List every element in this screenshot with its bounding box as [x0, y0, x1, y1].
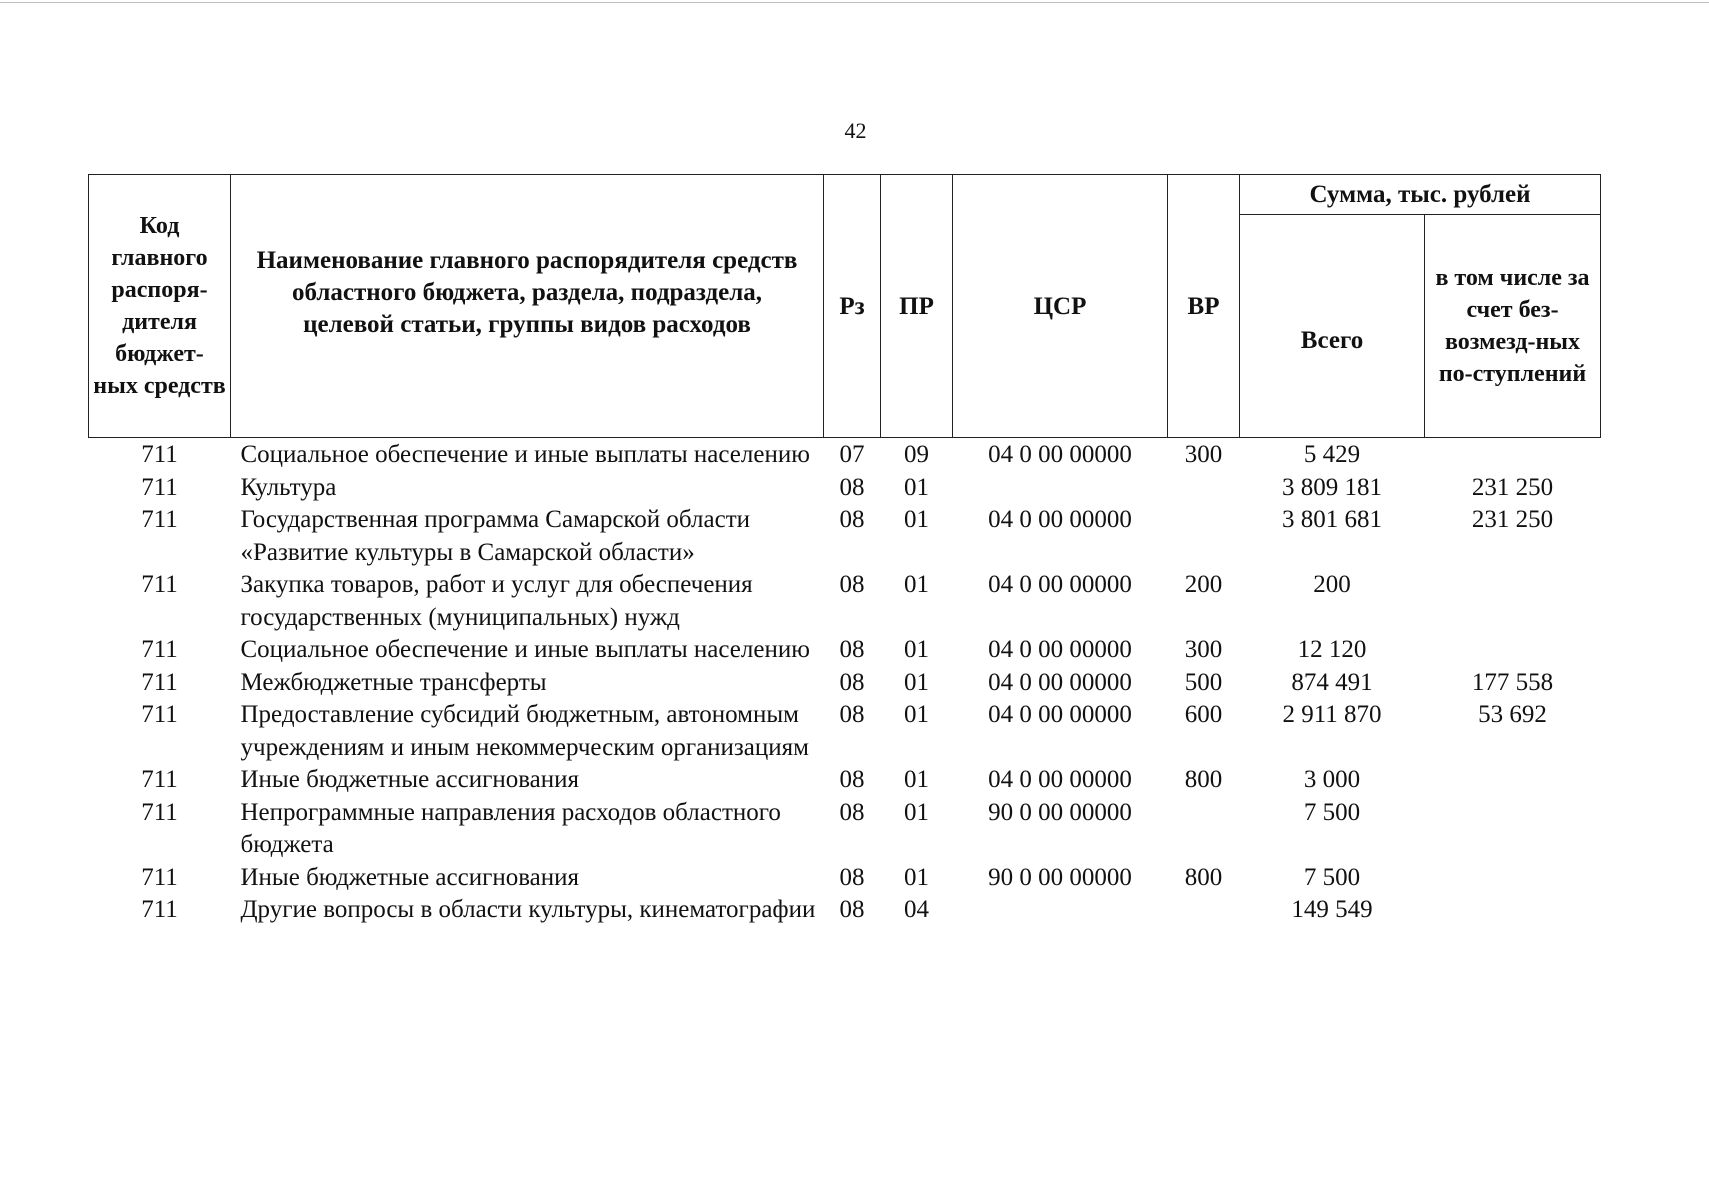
cell-vr: 200 [1184, 571, 1223, 598]
cell-code: 711 [141, 473, 178, 501]
table-row [89, 472, 1601, 505]
cell-free [1425, 862, 1601, 895]
cell-total: 3 801 681 [1282, 506, 1382, 533]
cell-vr: 500 [1184, 668, 1223, 696]
header-sum: Сумма, тыс. рублей [1240, 175, 1601, 215]
budget-table [88, 174, 1601, 927]
cell-pr: 01 [904, 506, 929, 533]
cell-code: 711 [141, 636, 178, 663]
cell-csr [953, 472, 1168, 505]
cell-pr: 01 [904, 636, 929, 663]
table-row [89, 667, 1601, 700]
cell-pr: 01 [904, 798, 929, 826]
cell-total: 12 120 [1297, 636, 1367, 663]
cell-csr: 04 0 00 00000 [988, 636, 1132, 663]
table-row [89, 504, 1601, 569]
cell-name: Государственная программа Самарской области «Развитие культуры в Самарской области» [240, 506, 750, 566]
page-top-edge [0, 2, 1709, 3]
cell-vr [1168, 797, 1240, 862]
cell-free [1425, 438, 1601, 472]
cell-free [1425, 894, 1601, 927]
table-header [89, 175, 1601, 438]
cell-code: 711 [141, 798, 178, 826]
cell-csr: 04 0 00 00000 [988, 766, 1132, 793]
cell-vr: 800 [1184, 863, 1223, 891]
cell-name: Социальное обеспечение и иные выплаты населению [240, 636, 810, 663]
cell-rz: 08 [839, 506, 865, 533]
cell-code: 711 [141, 506, 178, 533]
cell-vr [1168, 504, 1240, 569]
cell-pr: 01 [904, 863, 929, 891]
cell-free: 231 250 [1471, 473, 1554, 501]
cell-code: 711 [141, 668, 178, 696]
cell-total: 3 809 181 [1282, 473, 1382, 501]
cell-total: 7 500 [1303, 798, 1361, 826]
table-row [89, 894, 1601, 927]
cell-code: 711 [141, 863, 178, 891]
cell-vr: 800 [1184, 766, 1223, 793]
table-row [89, 699, 1601, 764]
cell-rz: 08 [839, 668, 865, 696]
cell-rz: 08 [839, 863, 865, 891]
table-row [89, 569, 1601, 634]
cell-name: Непрограммные направления расходов областного бюджета [240, 798, 781, 858]
cell-pr: 04 [904, 896, 929, 923]
cell-free [1425, 764, 1601, 797]
cell-rz: 08 [839, 473, 865, 501]
cell-csr: 04 0 00 00000 [988, 571, 1132, 598]
cell-name: Закупка товаров, работ и услуг для обеспечения государственных (муниципальных) нужд [240, 571, 753, 631]
cell-rz: 08 [839, 798, 865, 826]
cell-total: 149 549 [1291, 896, 1373, 923]
cell-pr: 01 [904, 701, 929, 728]
cell-pr: 01 [904, 571, 929, 598]
page-number: 42 [844, 118, 867, 143]
header-total: Всего [1240, 215, 1425, 438]
header-rz: Рз [824, 175, 881, 438]
cell-name: Культура [240, 473, 337, 501]
cell-code: 711 [141, 896, 178, 923]
cell-name: Другие вопросы в области культуры, кинематографии [240, 896, 816, 923]
cell-csr [953, 894, 1168, 927]
cell-code: 711 [141, 766, 178, 793]
cell-pr: 01 [904, 473, 929, 501]
cell-csr: 04 0 00 00000 [988, 701, 1132, 728]
cell-total: 7 500 [1303, 863, 1361, 891]
cell-total: 200 [1313, 571, 1351, 598]
cell-pr: 01 [904, 668, 929, 696]
cell-free [1425, 797, 1601, 862]
cell-total: 874 491 [1291, 668, 1373, 696]
header-csr: ЦСР [953, 175, 1168, 438]
table-row [89, 764, 1601, 797]
cell-csr: 90 0 00 00000 [988, 863, 1132, 891]
header-code: Код главного распоря-дителя бюджет-ных средств [89, 175, 231, 438]
cell-name: Предоставление субсидий бюджетным, автономным учреждениям и иным некоммерческим организациям [240, 701, 809, 761]
header-vr: ВР [1168, 175, 1240, 438]
cell-total: 5 429 [1303, 441, 1361, 468]
cell-free [1425, 634, 1601, 667]
cell-pr: 01 [904, 766, 929, 793]
table-row [89, 438, 1601, 472]
cell-vr: 300 [1184, 441, 1223, 468]
cell-vr [1168, 472, 1240, 505]
cell-rz: 08 [839, 571, 865, 598]
cell-free [1425, 569, 1601, 634]
cell-free: 231 250 [1471, 506, 1554, 533]
header-free: в том числе за счет без-возмезд-ных по-ступлений [1425, 215, 1601, 438]
cell-total: 3 000 [1303, 766, 1361, 793]
cell-free: 177 558 [1471, 668, 1554, 696]
cell-csr: 90 0 00 00000 [988, 798, 1132, 826]
cell-rz: 08 [839, 896, 865, 923]
cell-rz: 08 [839, 766, 865, 793]
cell-code: 711 [141, 571, 178, 598]
cell-vr: 600 [1184, 701, 1223, 728]
cell-name: Иные бюджетные ассигнования [240, 766, 580, 793]
table-body [89, 438, 1601, 927]
cell-rz: 08 [839, 636, 865, 663]
header-pr: ПР [881, 175, 953, 438]
table-row [89, 797, 1601, 862]
table-row [89, 634, 1601, 667]
cell-name: Иные бюджетные ассигнования [240, 863, 580, 891]
table-row [89, 862, 1601, 895]
cell-csr: 04 0 00 00000 [988, 668, 1132, 696]
cell-vr [1168, 894, 1240, 927]
header-name: Наименование главного распорядителя средств областного бюджета, раздела, подраздела, целевой статьи, группы видов расходов [231, 175, 824, 438]
cell-vr: 300 [1184, 636, 1223, 663]
cell-csr: 04 0 00 00000 [988, 506, 1132, 533]
cell-pr: 09 [904, 441, 929, 468]
cell-name: Межбюджетные трансферты [240, 668, 547, 696]
cell-name: Социальное обеспечение и иные выплаты населению [240, 441, 810, 468]
cell-rz: 08 [839, 701, 865, 728]
cell-csr: 04 0 00 00000 [988, 441, 1132, 468]
cell-rz: 07 [839, 441, 865, 468]
cell-free: 53 692 [1478, 701, 1547, 728]
cell-code: 711 [141, 701, 178, 728]
cell-code: 711 [141, 441, 178, 468]
cell-total: 2 911 870 [1282, 701, 1382, 728]
